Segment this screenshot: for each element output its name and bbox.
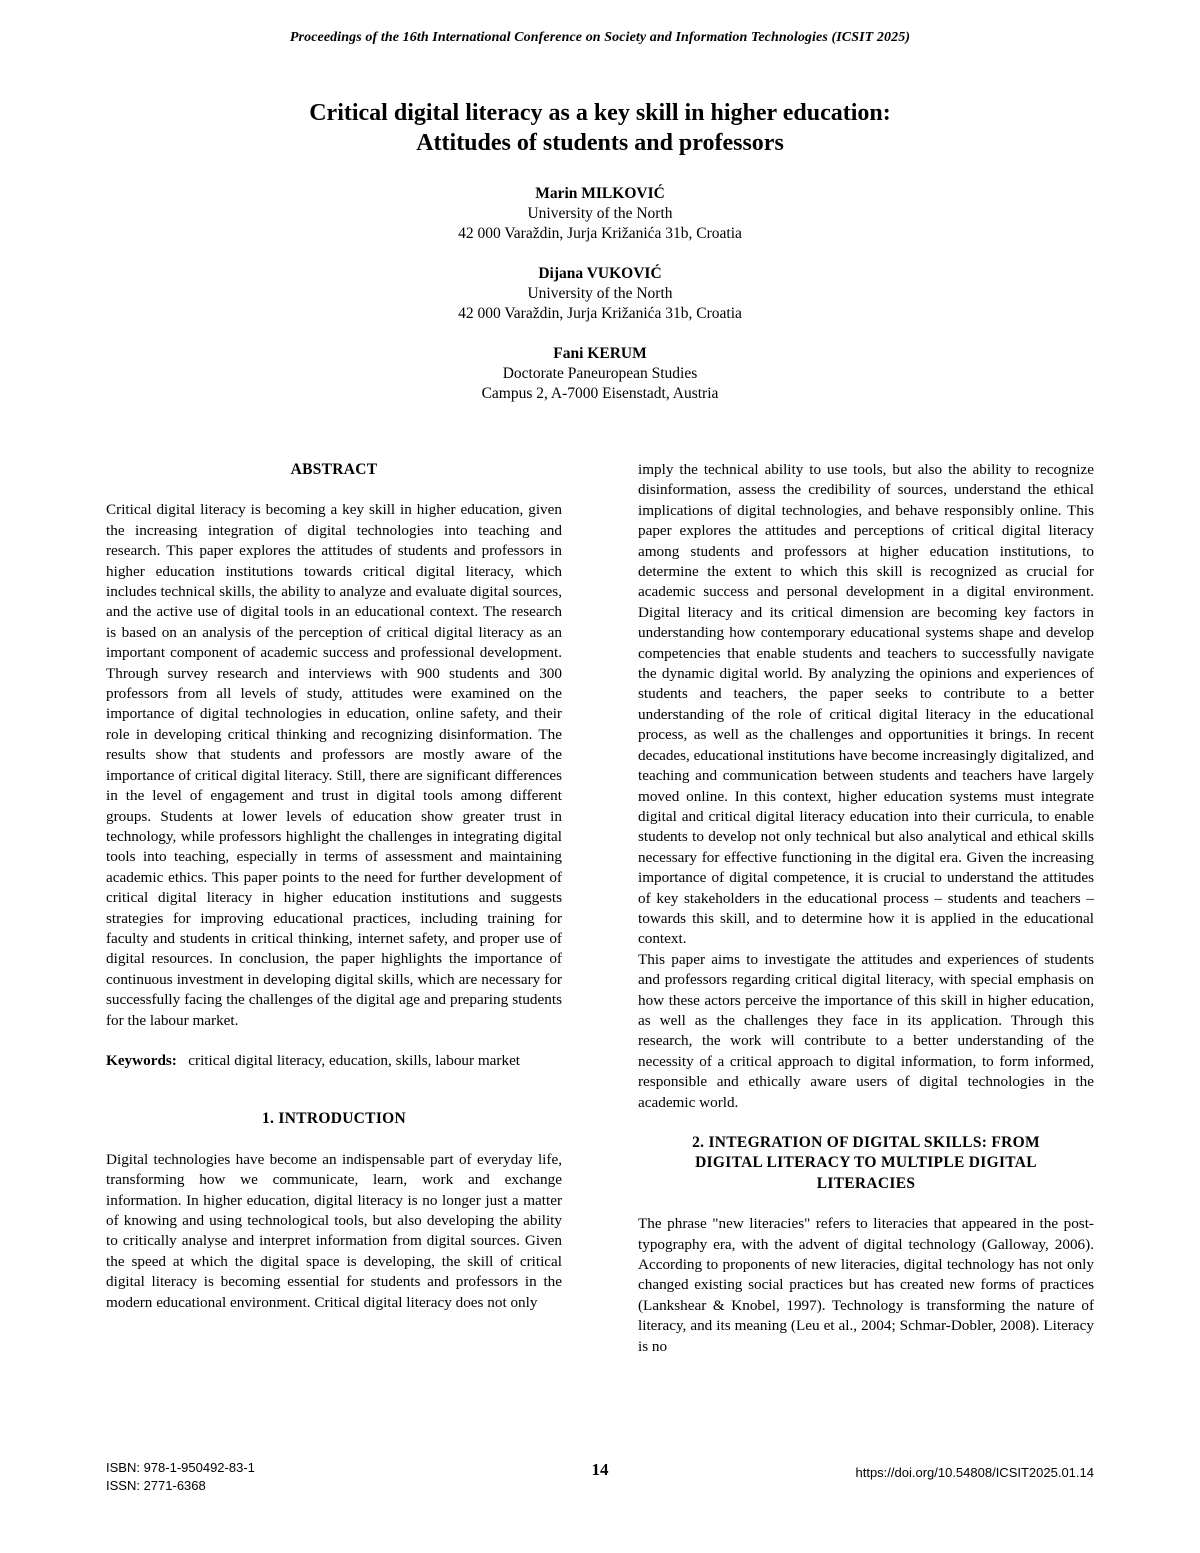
- author-address: 42 000 Varaždin, Jurja Križanića 31b, Croatia: [458, 305, 742, 322]
- section-2-text: The phrase "new literacies" refers to literacies that appeared in the post-typography era, with the advent of digital technology (Galloway, 2006). According to proponents of new literacies, digital technology has not only changed existing social practices but has created new forms of practices (Lankshear & Knobel, 1997). Technology is transforming the nature of literacy, and its meaning (Leu et al., 2004; Schmar-Dobler, 2008). Literacy is no: [638, 1215, 1094, 1355]
- issn: ISSN: 2771-6368: [106, 1478, 206, 1493]
- author-name: Marin MILKOVIĆ: [535, 185, 665, 202]
- author-block: [0, 344, 1200, 404]
- author-list: [0, 184, 1200, 424]
- running-header: Proceedings of the 16th International Conference on Society and Information Technologies (ICSIT 2025): [289, 30, 911, 45]
- abstract-heading: ABSTRACT: [290, 461, 378, 478]
- keywords: [106, 1051, 562, 1071]
- author-affiliation: University of the North: [527, 285, 673, 302]
- author-address: 42 000 Varaždin, Jurja Križanića 31b, Croatia: [458, 225, 742, 242]
- right-column: [638, 460, 1094, 1357]
- doi-link[interactable]: https://doi.org/10.54808/ICSIT2025.01.14: [855, 1465, 1094, 1480]
- author-block: [0, 264, 1200, 324]
- abstract-text: Critical digital literacy is becoming a key skill in higher education, given the increasing integration of digital technologies into teaching and research. This paper explores the attitudes of students and professors in higher education institutions towards critical digital literacy, which includes technical skills, the ability to analyze and evaluate digital sources, and the active use of digital tools in an educational context. The research is based on an analysis of the perception of critical digital literacy as an important component of academic success and professional development. Through survey research and interviews with 900 students and 300 professors from all levels of study, attitudes were examined on the importance of digital technologies in education, online safety, and their role in developing critical thinking and recognizing disinformation. The results show that students and professors are mostly aware of the importance of critical digital literacy. Still, there are significant differences in the level of engagement and trust in digital tools among different groups. Students at lower levels of education show greater trust in technology, while professors highlight the challenges in integrating digital tools into teaching, especially in terms of assessment and maintaining academic ethics. This paper points to the need for further development of critical digital literacy in higher education institutions and suggests strategies for improving educational practices, including training for faculty and students in critical thinking, internet safety, and proper use of digital resources. In conclusion, the paper highlights the importance of continuous investment in developing digital skills, which are necessary for successfully facing the challenges of the digital age and preparing students for the labour market.: [106, 501, 562, 1029]
- introduction-text: Digital technologies have become an indispensable part of everyday life, transforming how we communicate, learn, work and exchange information. In higher education, digital literacy is no longer just a matter of knowing and using technological tools, but also developing the ability to critically analyse and interpret information from digital sources. Given the speed at which the digital space is developing, the skill of critical digital literacy is becoming essential for students and professors in the modern educational environment. Critical digital literacy does not only: [106, 1150, 562, 1311]
- section-2-heading-line-1: 2. INTEGRATION OF DIGITAL SKILLS: FROM: [692, 1134, 1040, 1151]
- isbn: ISBN: 978-1-950492-83-1: [106, 1460, 255, 1475]
- keywords-text: critical digital literacy, education, skills, labour market: [188, 1051, 521, 1069]
- left-column: [106, 460, 562, 1313]
- section-2-heading-line-3: LITERACIES: [816, 1174, 916, 1192]
- author-name: Fani KERUM: [553, 345, 647, 362]
- paper-title: [0, 98, 1200, 158]
- introduction-heading: 1. INTRODUCTION: [261, 1110, 406, 1128]
- author-affiliation: University of the North: [527, 205, 673, 222]
- introduction-continued-text: imply the technical ability to use tools, but also the ability to recognize disinformation, assess the credibility of sources, understand the ethical implications of digital technologies, and behave responsibly online. This paper explores the attitudes and perceptions of critical digital literacy among students and professors at higher education institutions, to determine the extent to which this skill is recognized as crucial for academic success and personal development in a digital environment. Digital literacy and its critical dimension are becoming key factors in understanding how contemporary educational systems shape and develop competencies that enable students and teachers to successfully navigate the dynamic digital world. By analyzing the opinions and experiences of students and teachers, the paper seeks to contribute to a better understanding of the role of critical digital literacy in the educational process, as well as the challenges and opportunities it brings. In recent decades, educational institutions have become increasingly digitalized, and teaching and communication between students and teachers have largely moved online. In this context, higher education systems must integrate digital and critical digital literacy education into their curricula, to enable students to develop not only technical but also analytical and ethical skills necessary for effective functioning in the digital era. Given the increasing importance of digital competence, it is crucial to understand the attitudes of key stakeholders in the educational process – students and teachers – towards this skill, and to determine how it is applied in the educational context.: [638, 461, 1094, 948]
- author-name: Dijana VUKOVIĆ: [538, 265, 662, 282]
- author-affiliation: Doctorate Paneuropean Studies: [502, 365, 698, 382]
- section-2-heading: [638, 1133, 1094, 1194]
- keywords-label: Keywords:: [106, 1051, 177, 1069]
- paper-title-line-2: Attitudes of students and professors: [416, 130, 784, 156]
- aim-paragraph: This paper aims to investigate the attitudes and experiences of students and professors regarding critical digital literacy, with special emphasis on how these actors perceive the importance of this skill in higher education, as well as the challenges they face in its application. Through this research, the work will contribute to a better understanding of the necessity of a critical approach to digital information, to form informed, responsible and ethically aware users of digital technologies in the academic world.: [638, 950, 1094, 1111]
- author-address: Campus 2, A-7000 Eisenstadt, Austria: [481, 385, 719, 402]
- paper-title-line-1: Critical digital literacy as a key skill in higher education:: [309, 100, 891, 126]
- page-number: 14: [591, 1460, 609, 1479]
- author-block: [0, 184, 1200, 244]
- section-2-heading-line-2: DIGITAL LITERACY TO MULTIPLE DIGITAL: [695, 1154, 1037, 1172]
